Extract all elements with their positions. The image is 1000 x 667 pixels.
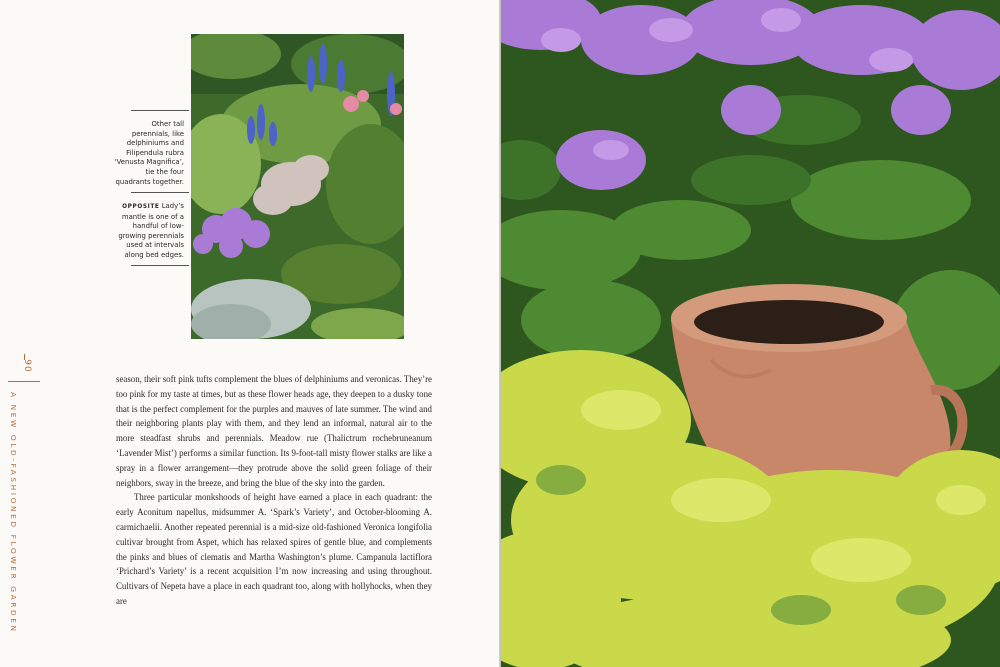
caption-ladys-mantle: [112, 202, 184, 261]
caption-rule: [131, 192, 189, 193]
caption-delphiniums: Other tall perennials, like delphiniums and Filipendula rubra ‘Venusta Magnifica’, tie the four quadrants together.: [114, 120, 184, 186]
caption-rule: [131, 110, 189, 111]
garden-border-photo: [191, 34, 404, 339]
folio-rule: [8, 381, 40, 382]
running-head-text: A NEW OLD-FASHIONED FLOWER GARDEN: [9, 392, 18, 634]
body-text: [116, 372, 432, 609]
page-number: 90: [22, 359, 32, 373]
garden-border-illustration: [191, 34, 404, 339]
terracotta-pot-photo: [501, 0, 1000, 667]
caption-lead: OPPOSITE: [122, 204, 160, 210]
caption-text: Lady’s mantle is one of a handful of low-growing perennials used at intervals along bed edges.: [118, 202, 184, 259]
caption-rule: [131, 265, 189, 266]
running-head: [9, 392, 18, 634]
phlox-pot-illustration: [501, 0, 1000, 667]
body-paragraph: Three particular monkshoods of height have earned a place in each quadrant: the early Aconitum napellus, midsummer A. ‘Spark’s Variety’, and October-blooming A. carmichaelii. Another repeated perennial is a mid-size old-fashioned Veronica longifolia cultivar brought from Aspet, which has relaxed spires of gentle blue, and complements the pinks and blues of clematis and Martha Washington’s plume. Campanula lactiflora ‘Prichard’s Variety’ is a recent acquisition I’m now increasing and using throughout. Cultivars of Nepeta have a place in each quadrant too, along with hollyhocks, when they are: [116, 492, 432, 606]
body-paragraph: season, their soft pink tufts complement the blues of delphiniums and veronicas. They’re too pink for my taste at times, but as these flower heads age, they deepen to a dusky tone that is the perfect complement for the purples and mauves of late summer. The wind and their neighboring plants play with them, and they lend an informal, natural air to the more steadfast shrubs and perennials. Meadow rue (Thalictrum rochebruneanum ‘Lavender Mist’) performs a similar function. Its 9-foot-tall misty flower stalks are like a spray in a flower arrangement—they protrude above the solid green foliage of their neighbors, sway in the breeze, and bring the blue of the sky into the garden.: [116, 374, 432, 488]
